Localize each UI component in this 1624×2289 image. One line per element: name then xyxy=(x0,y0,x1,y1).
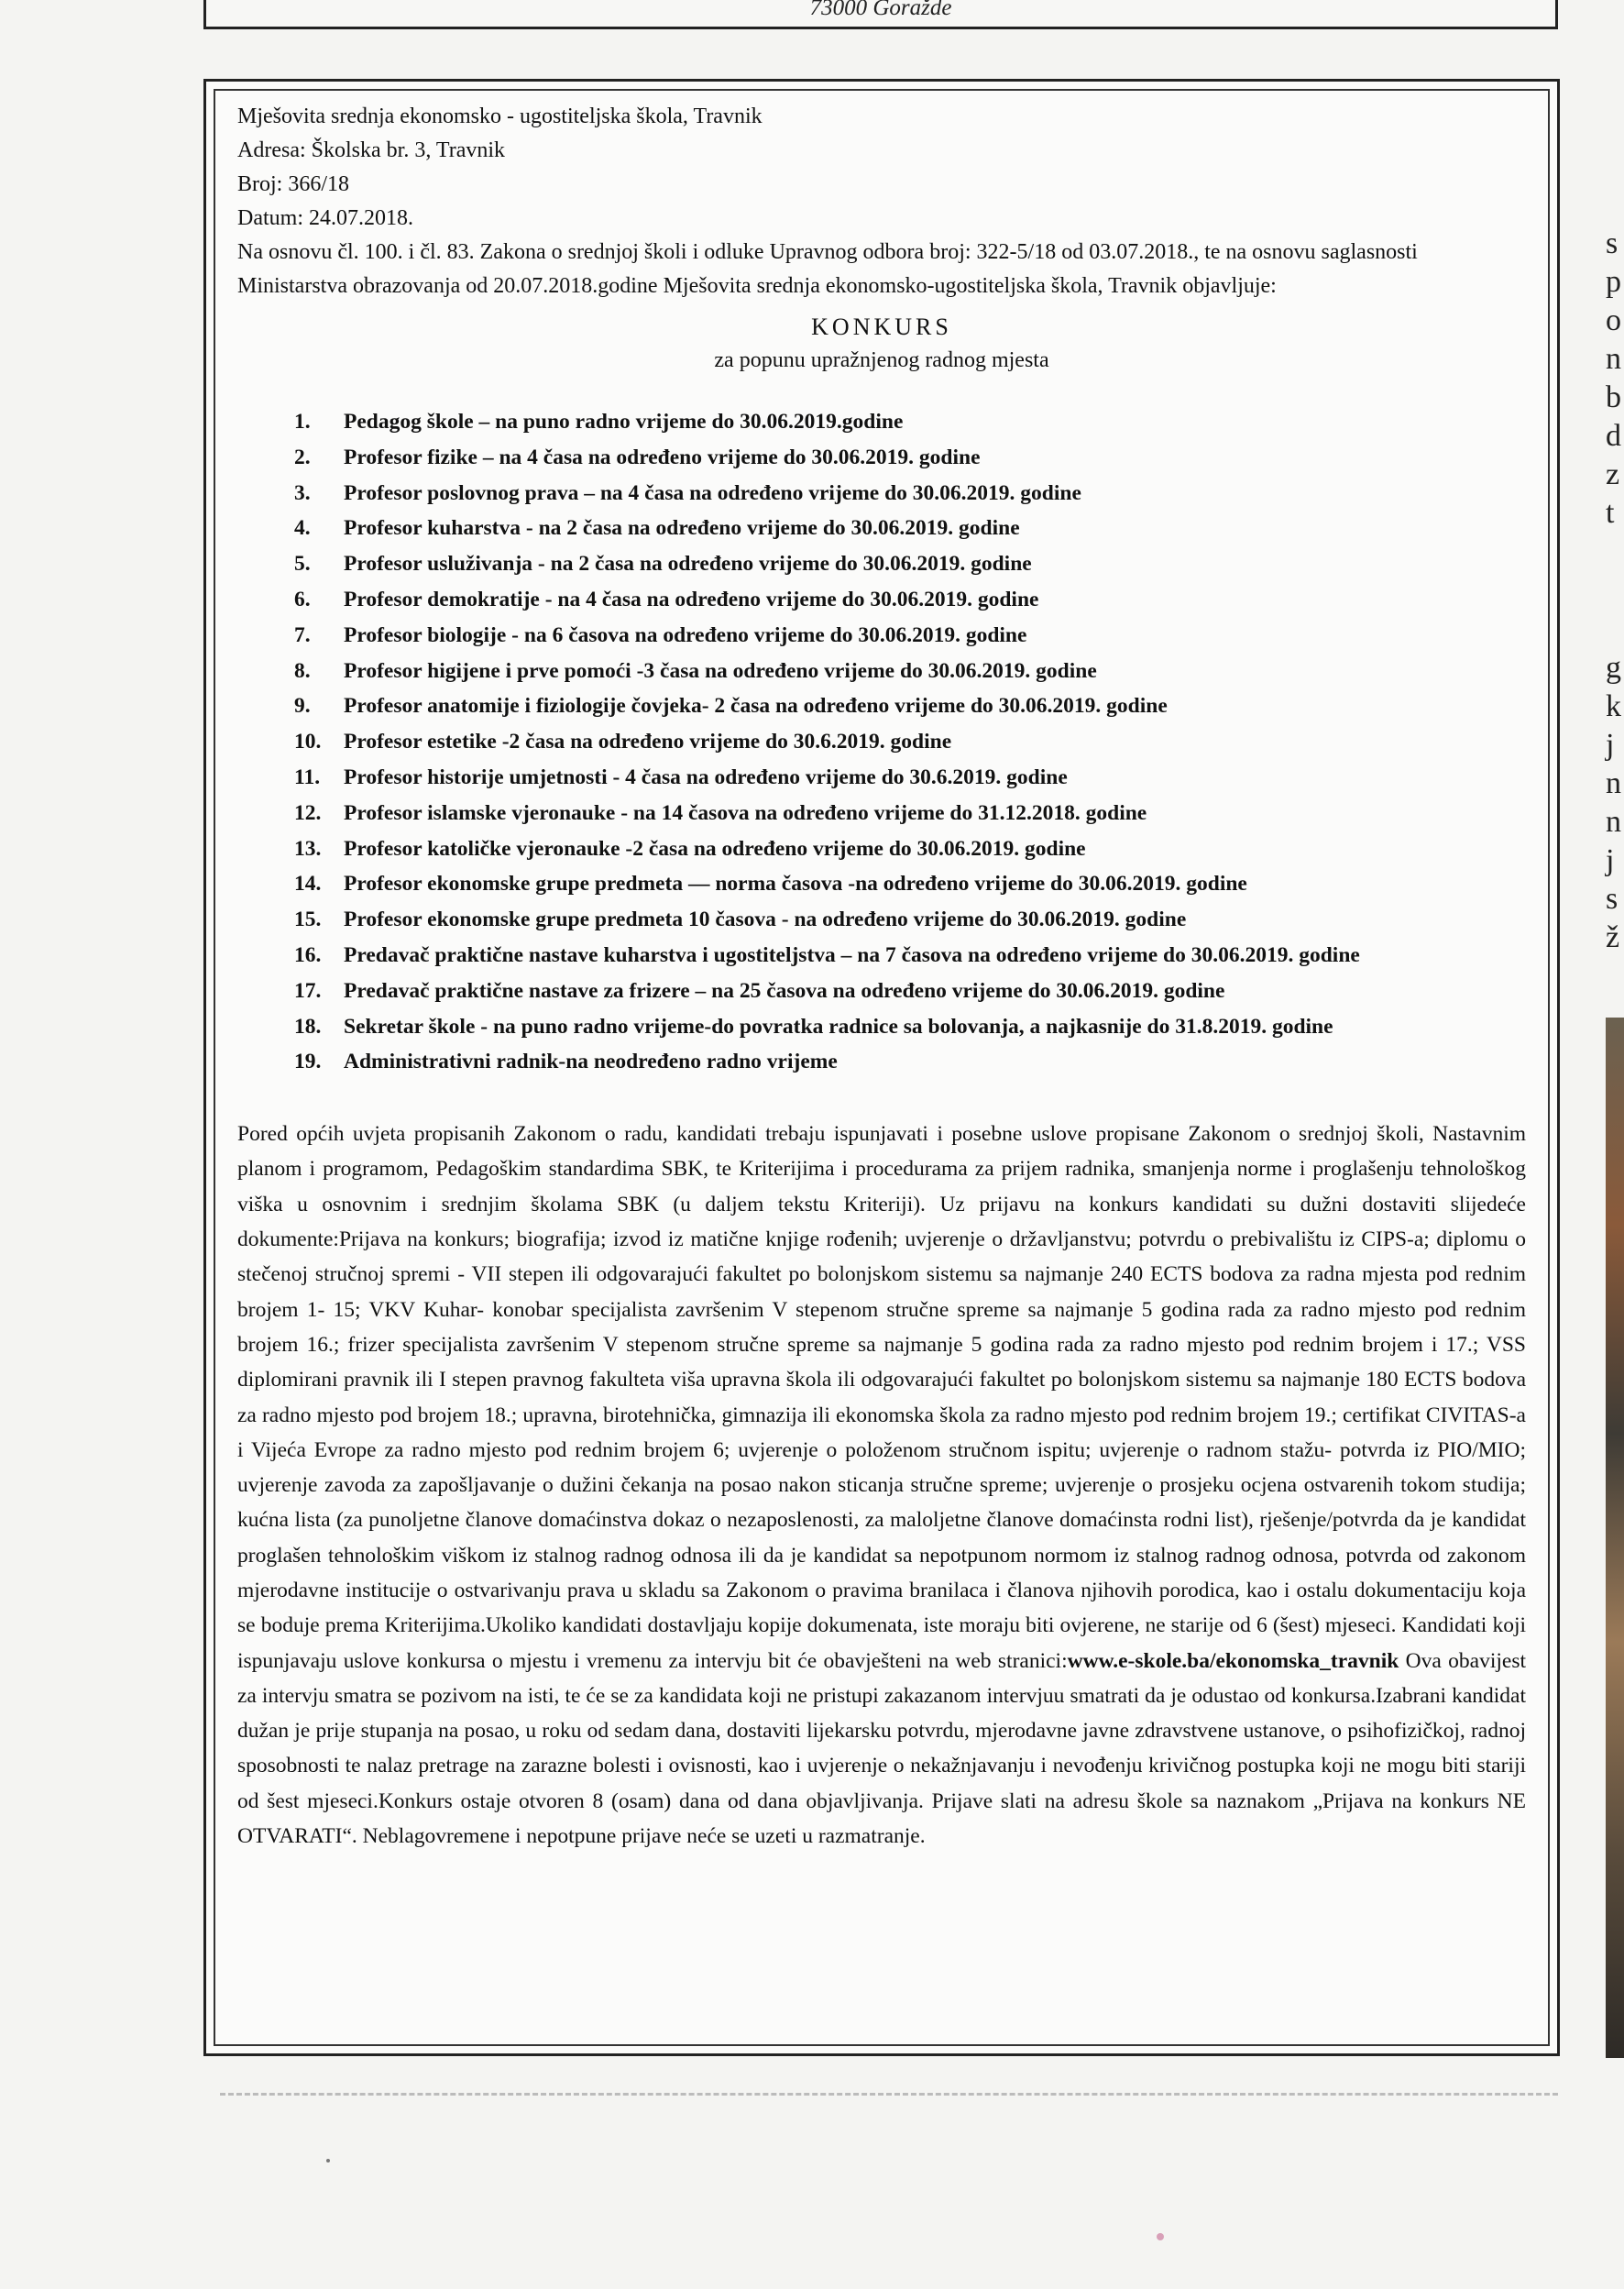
position-item xyxy=(294,724,1526,760)
position-item xyxy=(294,938,1526,974)
position-text: Profesor katoličke vjeronauke -2 časa na određeno vrijeme do 30.06.2019. godine xyxy=(344,836,1086,861)
announcement-title: KONKURS xyxy=(811,314,952,340)
position-number: 19. xyxy=(294,1050,322,1074)
adjacent-column-letter: k xyxy=(1606,689,1621,723)
position-number: 12. xyxy=(294,800,322,825)
position-text: Profesor ekonomske grupe predmeta 10 časova - na određeno vrijeme do 30.06.2019. godine xyxy=(344,908,1187,932)
adjacent-column-letter: n xyxy=(1606,805,1621,839)
position-number: 18. xyxy=(294,1014,322,1039)
position-text: Profesor anatomije i fiziologije čovjeka- 2 časa na određeno vrijeme do 30.06.2019. godine xyxy=(344,694,1168,719)
position-text: Profesor ekonomske grupe predmeta — norma časova -na određeno vrijeme do 30.06.2019. godine xyxy=(344,872,1247,897)
position-item xyxy=(294,831,1526,867)
adjacent-column-letter: ž xyxy=(1606,920,1620,954)
position-item xyxy=(294,974,1526,1009)
adjacent-column-letter: p xyxy=(1606,265,1621,299)
conditions-part-1: Pored općih uvjeta propisanih Zakonom o radu, kandidati trebaju ispunjavati i posebne uslove propisane Zakonom o srednjoj školi, Nastavnim planom i programom, Pedagoškim standardima SBK, te Kriterijima i procedurama za prijem radnika, smanjenja norme i proglašenju tehnološkog viška u osnovnim i srednjim školama SBK (u daljem tekstu Kriteriji). Uz prijavu na konkurs kandidati su dužni dostaviti slijedeće dokumente:Prijava na konkurs; biografija; izvod iz matične knjige rođenih; uvjerenje o državljanstvu; potvrdu o prebivalištu iz CIPS-a; diplomu o stečenoj stručnoj spremi - VII stepen ili odgovarajući fakultet po bolonjskom sistemu sa najmanje 240 ECTS bodova za radna mjesta pod rednim brojem 1- 15; VKV Kuhar- konobar specijalista završenim V stepenom stručne spreme sa najmanje 5 godina rada za radno mjesto pod rednim brojem 16.; frizer specijalista završenim V stepenom stručne spreme sa najmanje 5 godina rada za radno mjesto pod rednim brojem i 17.; VSS diplomirani pravnik ili I stepen pravnog fakulteta viša upravna škola ili odgovarajući fakultet po bolonjskom sistemu sa najmanje 180 ECTS bodova za radno mjesto pod brojem 18.; upravna, birotehnička, gimnazija ili ekonomska škola za radno mjesto pod rednim brojem 19.; certifikat CIVITAS-a i Vijeća Evrope za radno mjesto pod rednim brojem 6; uvjerenje o položenom stručnom ispitu; uvjerenje o radnom stažu- potvrda iz PIO/MIO; uvjerenje zavoda za zapošljavanje o dužini čekanja na posao nakon sticanja stručne spreme; uvjerenje o prosjeku ocjena ostvarenih tokom studija; kućna lista (za punoljetne članove domaćinstva dokaz o nezaposlenosti, za maloljetne članove domaćinsta rodni list), rješenje/potvrda da je kandidat proglašen tehnološkim viškom iz stalnog radnog odnosa ili da je kandidat sa nepotpunom normom iz stalnog radnog odnosa, potvrda od zakonom mjerodavne institucije o ostvarivanju prava u skladu sa Zakonom o pravima branilaca i članova njihovih porodica, kao i ostalu dokumentaciju koja se boduje prema Kriterijima.Ukoliko kandidati dostavljaju kopije dokumenata, iste moraju biti ovjerene, ne starije od 6 (šest) mjeseci. Kandidati koji ispunjavaju uslove konkursa o mjestu i vremenu za intervju bit će obavješteni na web stranici: xyxy=(237,1122,1526,1673)
position-item xyxy=(294,866,1526,902)
adjacent-column-letter: n xyxy=(1606,766,1621,800)
position-text: Pedagog škole – na puno radno vrijeme do 30.06.2019.godine xyxy=(344,410,904,434)
conditions-text xyxy=(237,1117,1526,1854)
position-number: 3. xyxy=(294,480,311,505)
position-text: Profesor biologije - na 6 časova na određeno vrijeme do 30.06.2019. godine xyxy=(344,622,1027,647)
adjacent-column-letter: z xyxy=(1606,457,1620,491)
position-item xyxy=(294,902,1526,938)
position-number: 9. xyxy=(294,694,311,719)
position-text: Profesor demokratije - na 4 časa na određeno vrijeme do 30.06.2019. godine xyxy=(344,587,1039,611)
adjacent-column-letter: s xyxy=(1606,882,1619,916)
position-item xyxy=(294,404,1526,440)
school-name: Mješovita srednja ekonomsko - ugostiteljska škola, Travnik xyxy=(237,105,763,128)
position-text: Profesor kuharstva - na 2 časa na određeno vrijeme do 30.06.2019. godine xyxy=(344,516,1020,541)
position-number: 17. xyxy=(294,978,322,1003)
position-item xyxy=(294,760,1526,796)
adjacent-column-letter: o xyxy=(1606,303,1621,337)
position-number: 15. xyxy=(294,908,322,932)
adjacent-column-letter: j xyxy=(1606,728,1615,762)
position-number: 10. xyxy=(294,730,322,754)
position-text: Profesor historije umjetnosti - 4 časa na određeno vrijeme do 30.6.2019. godine xyxy=(344,765,1068,789)
position-item xyxy=(294,1044,1526,1080)
print-speck xyxy=(326,2159,330,2162)
position-item xyxy=(294,688,1526,724)
position-item xyxy=(294,654,1526,689)
school-address: Adresa: Školska br. 3, Travnik xyxy=(237,138,506,162)
position-text: Profesor islamske vjeronauke - na 14 časova na određeno vrijeme do 31.12.2018. godine xyxy=(344,800,1147,825)
position-text: Predavač praktične nastave kuharstva i ugostiteljstva – na 7 časova na određeno vrijeme do 30.06.2019. godine xyxy=(344,942,1360,967)
position-text: Profesor higijene i prve pomoći -3 časa na određeno vrijeme do 30.06.2019. godine xyxy=(344,658,1097,683)
position-text: Administrativni radnik-na neodređeno radno vrijeme xyxy=(344,1050,838,1074)
position-text: Predavač praktične nastave za frizere – na 25 časova na određeno vrijeme do 30.06.2019. godine xyxy=(344,978,1225,1003)
position-text: Profesor fizike – na 4 časa na određeno vrijeme do 30.06.2019. godine xyxy=(344,445,981,469)
announcement-inner-frame xyxy=(214,89,1550,2046)
adjacent-column-letter: n xyxy=(1606,342,1621,376)
position-item xyxy=(294,582,1526,618)
position-number: 1. xyxy=(294,410,311,434)
position-number: 4. xyxy=(294,516,311,541)
position-item xyxy=(294,1009,1526,1045)
announcement-box xyxy=(203,79,1560,2056)
document-date: Datum: 24.07.2018. xyxy=(237,206,413,230)
announcement-subtitle: za popunu upražnjenog radnog mjesta xyxy=(714,348,1049,372)
position-number: 16. xyxy=(294,942,322,967)
position-number: 13. xyxy=(294,836,322,861)
position-number: 6. xyxy=(294,587,311,611)
document-number: Broj: 366/18 xyxy=(237,172,350,196)
adjacent-column-letter: g xyxy=(1606,651,1621,685)
page-divider xyxy=(220,2093,1558,2096)
adjacent-column-letter: d xyxy=(1606,419,1621,453)
position-text: Profesor usluživanja - na 2 časa na određeno vrijeme do 30.06.2019. godine xyxy=(344,552,1032,577)
position-item xyxy=(294,618,1526,654)
position-text: Sekretar škole - na puno radno vrijeme-do povratka radnice sa bolovanja, a najkasnije do 31.8.2019. godine xyxy=(344,1014,1333,1039)
previous-ad-address: 73000 Goražde xyxy=(809,0,952,20)
position-item xyxy=(294,440,1526,476)
legal-basis-intro: Na osnovu čl. 100. i čl. 83. Zakona o srednjoj školi i odluke Upravnog odbora broj: 322-5/18 od 03.07.2018., te na osnovu saglasnosti Ministarstva obrazovanja od 20.07.2018.godine Mješovita srednja ekonomsko-ugostiteljska škola, Travnik objavljuje: xyxy=(237,240,1418,298)
position-text: Profesor estetike -2 časa na određeno vrijeme do 30.6.2019. godine xyxy=(344,730,952,754)
position-text: Profesor poslovnog prava – na 4 časa na određeno vrijeme do 30.06.2019. godine xyxy=(344,480,1081,505)
position-number: 11. xyxy=(294,765,321,789)
position-number: 7. xyxy=(294,622,311,647)
adjacent-photo-edge xyxy=(1606,1018,1624,2058)
position-item xyxy=(294,476,1526,512)
adjacent-column-letter: j xyxy=(1606,843,1615,877)
conditions-part-2: Ova obavijest za intervju smatra se pozivom na isti, te će se za kandidata koji ne pristupi zakazanom intervjuu smatrati da je odustao od konkursa.Izabrani kandidat dužan je prije stupanja na posao, u roku od sedam dana, dostaviti lijekarsku potvrdu, mjerodavne javne zdravstvene ustanove, o psihofizičkoj, radnoj sposobnosti te nalaz pretrage na zarazne bolesti i ovisnosti, kao i uvjerenje o nekažnjavanju i nevođenju krivičnog postupka koji ne mogu biti stariji od šest mjeseci.Konkurs ostaje otvoren 8 (osam) dana od dana objavljivanja. Prijave slati na adresu škole sa naznakom „Prijava na konkurs NE OTVARATI“. Neblagovremene i nepotpune prijave neće se uzeti u razmatranje. xyxy=(237,1648,1526,1849)
position-item xyxy=(294,546,1526,582)
print-speck xyxy=(1157,2233,1164,2240)
position-item xyxy=(294,511,1526,546)
position-number: 2. xyxy=(294,445,311,469)
adjacent-column-letter: b xyxy=(1606,380,1621,414)
positions-list xyxy=(237,404,1526,1080)
adjacent-column-letter: s xyxy=(1606,226,1619,260)
previous-ad-box xyxy=(203,0,1558,29)
position-number: 14. xyxy=(294,872,322,897)
position-number: 8. xyxy=(294,658,311,683)
adjacent-column-letter: t xyxy=(1606,496,1615,530)
position-item xyxy=(294,796,1526,831)
website-link[interactable]: www.e-skole.ba/ekonomska_travnik xyxy=(1067,1648,1399,1673)
position-number: 5. xyxy=(294,552,311,577)
